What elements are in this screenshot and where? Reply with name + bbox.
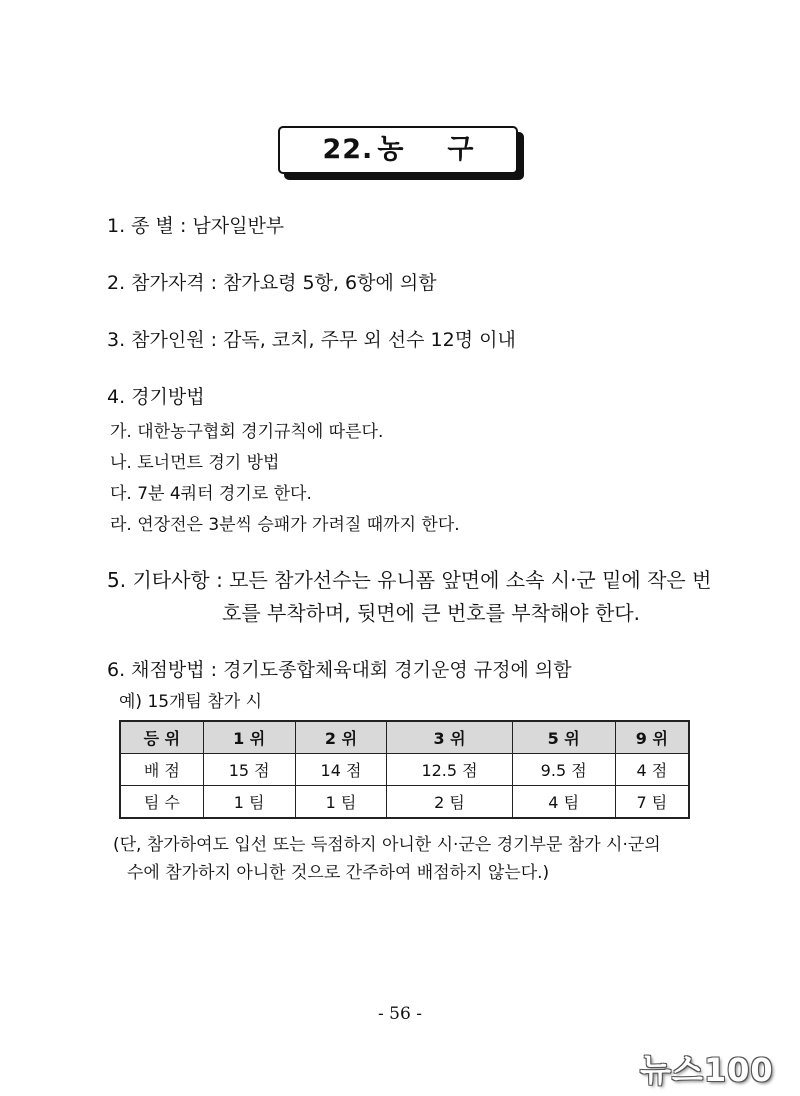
table-cell: 등 위 bbox=[120, 721, 203, 754]
table-cell: 15 점 bbox=[203, 754, 295, 786]
method-item-a: 가. 대한농구협회 경기규칙에 따른다. bbox=[110, 422, 384, 442]
table-cell: 1 팀 bbox=[295, 786, 387, 819]
method-item-c: 다. 7분 4쿼터 경기로 한다. bbox=[110, 484, 312, 504]
title-word-2: 구 bbox=[447, 134, 474, 165]
section-title bbox=[278, 126, 524, 180]
watermark-logo: 뉴스100 bbox=[640, 1051, 774, 1089]
method-item-d: 라. 연장전은 3분씩 승패가 가려질 때까지 한다. bbox=[110, 515, 460, 535]
scoring-example: 예) 15개팀 참가 시 bbox=[119, 692, 263, 712]
table-cell: 1 위 bbox=[203, 721, 295, 754]
table-cell: 3 위 bbox=[387, 721, 512, 754]
method-item-b: 나. 토너먼트 경기 방법 bbox=[110, 453, 280, 473]
item-other-line-2: 호를 부착하며, 뒷면에 큰 번호를 부착해야 한다. bbox=[222, 601, 640, 625]
table-cell: 14 점 bbox=[295, 754, 387, 786]
table-cell: 4 점 bbox=[615, 754, 689, 786]
table-cell: 4 팀 bbox=[512, 786, 615, 819]
table-row-teams bbox=[120, 786, 689, 819]
item-other-line-1: 5. 기타사항 : 모든 참가선수는 유니폼 앞면에 소속 시·군 밑에 작은 번 bbox=[107, 568, 712, 592]
table-cell: 배 점 bbox=[120, 754, 203, 786]
title-box bbox=[278, 126, 518, 174]
table-cell: 2 위 bbox=[295, 721, 387, 754]
item-method-heading: 4. 경기방법 bbox=[107, 386, 205, 408]
score-table bbox=[119, 720, 690, 819]
item-scoring: 6. 채점방법 : 경기도종합체육대회 경기운영 규정에 의함 bbox=[107, 659, 572, 681]
title-word-1: 농 bbox=[377, 134, 404, 165]
table-cell: 1 팀 bbox=[203, 786, 295, 819]
table-row-points bbox=[120, 754, 689, 786]
item-category: 1. 종 별 : 남자일반부 bbox=[107, 215, 285, 237]
table-cell: 12.5 점 bbox=[387, 754, 512, 786]
note-line-2: 수에 참가하지 아니한 것으로 간주하여 배점하지 않는다.) bbox=[127, 863, 550, 883]
table-header-row bbox=[120, 721, 689, 754]
table-cell: 5 위 bbox=[512, 721, 615, 754]
table-cell: 9.5 점 bbox=[512, 754, 615, 786]
table-cell: 2 팀 bbox=[387, 786, 512, 819]
title-number: 22. bbox=[322, 134, 374, 165]
item-qualification: 2. 참가자격 : 참가요령 5항, 6항에 의함 bbox=[107, 272, 437, 294]
note-line-1: (단, 참가하여도 입선 또는 득점하지 아니한 시·군은 경기부문 참가 시·군의 bbox=[113, 835, 661, 855]
page-number: - 56 - bbox=[378, 1004, 422, 1024]
table-cell: 7 팀 bbox=[615, 786, 689, 819]
table-cell: 9 위 bbox=[615, 721, 689, 754]
table-cell: 팀 수 bbox=[120, 786, 203, 819]
item-participants: 3. 참가인원 : 감독, 코치, 주무 외 선수 12명 이내 bbox=[107, 329, 516, 351]
